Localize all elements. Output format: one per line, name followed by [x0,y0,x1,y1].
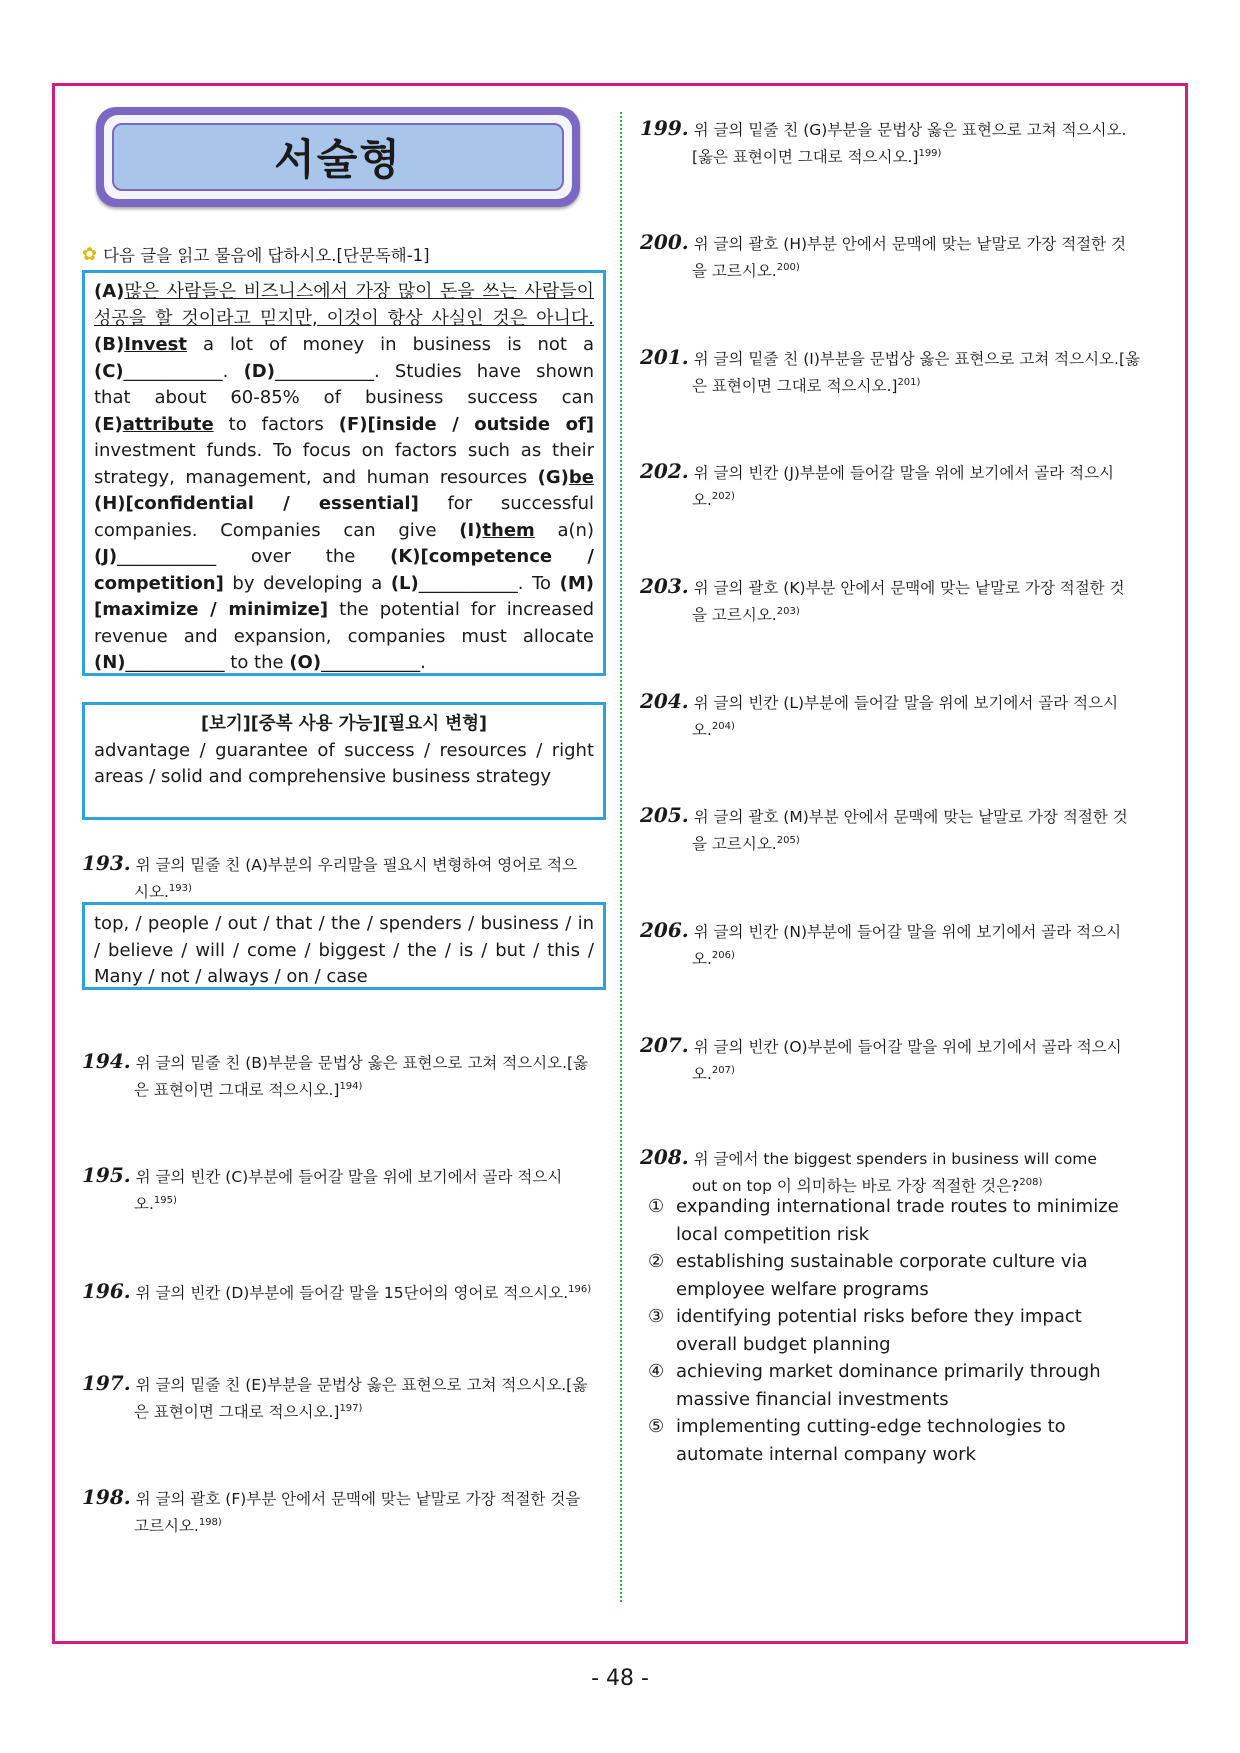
question-194 [82,1050,606,1102]
question-197 [82,1372,606,1424]
question-193 [82,852,606,904]
passage-text: a lot of money in business is not a [186,334,594,355]
footnote-ref: 200) [776,262,800,273]
footnote-ref: 196) [568,1284,592,1295]
label-i: (I) [459,519,483,541]
footnote-ref: 202) [711,491,735,502]
choice-1[interactable] [648,1193,1160,1248]
word-b: Invest [124,334,187,355]
footnote-ref: 195) [153,1195,177,1206]
question-203 [640,575,1162,627]
choice-3[interactable] [648,1303,1160,1358]
choice-text-cont: massive financial investments [676,1388,949,1410]
question-text-cont: 을 고르시오. [692,835,777,854]
question-text-cont: 을 고르시오. [692,262,777,281]
word-e: attribute [122,413,214,435]
choice-text: achieving market dominance primarily through [676,1361,1101,1382]
footnote-ref: 194) [339,1081,363,1092]
footnote-ref: 198) [198,1517,222,1528]
question-text: 위 글의 빈칸 (C)부분에 들어갈 말을 위에 보기에서 골라 적으시 [135,1168,563,1186]
question-text-cont: 은 표현이면 그대로 적으시오.] [692,377,898,396]
label-b: (B) [94,334,125,355]
question-number: 193. [82,851,131,875]
choice-text-cont: overall budget planning [676,1333,891,1355]
question-text: 위 글의 빈칸 (N)부분에 들어갈 말을 위에 보기에서 골라 적으시 [693,923,1122,941]
label-c: (C) [94,360,124,382]
choice-text: implementing cutting-edge technologies to [676,1416,1066,1437]
question-text: 위 글의 밑줄 친 (I)부분을 문법상 옳은 표현으로 고쳐 적으시오.[옳 [693,350,1140,368]
passage-text: for successful companies. Companies can give [94,493,594,541]
footnote-ref: 201) [897,377,921,388]
blank-n: ___________ [125,652,225,673]
question-202 [640,460,1162,512]
passage-text: by developing a [223,572,391,594]
label-e: (E) [94,413,123,435]
question-204 [640,690,1162,742]
question-number: 196. [82,1279,131,1304]
blank-o: ___________ [321,652,421,673]
question-number: 199. [640,116,689,140]
footnote-ref: 208) [1019,1177,1043,1188]
label-d: (D) [243,360,275,382]
label-n: (N) [94,652,126,673]
choice-marker: ③ [648,1306,665,1327]
question-text: 위 글의 빈칸 (D)부분에 들어갈 말을 15단어의 영어로 적으시오. [135,1284,569,1303]
question-198 [82,1486,606,1538]
question-text: 위 글의 밑줄 친 (G)부분을 문법상 옳은 표현으로 고쳐 적으시오. [693,121,1127,139]
choice-4[interactable] [648,1358,1160,1413]
passage-text: To [523,572,560,594]
question-200 [640,231,1162,283]
question-text-cont: 오. [692,950,712,969]
blank-c: ___________ [123,360,223,382]
question-199 [640,117,1162,169]
passage-text: to the [230,652,290,673]
question-number: 202. [640,459,689,483]
label-o: (O) [289,652,322,673]
word-bank-box [82,702,606,820]
punct: . [373,360,380,382]
title-badge [96,107,580,207]
question-206 [640,919,1162,971]
passage-text: a(n) [534,519,594,541]
passage-box [82,270,606,676]
footnote-ref: 207) [711,1065,735,1076]
choice-marker: ④ [648,1361,665,1382]
blank-j: ___________ [117,546,217,567]
question-195 [82,1164,606,1216]
question-number: 197. [82,1371,131,1395]
question-text-cont: 시오. [134,883,169,902]
question-text: 위 글의 빈칸 (L)부분에 들어갈 말을 위에 보기에서 골라 적으시 [693,694,1119,712]
question-201 [640,346,1162,398]
question-number: 203. [640,574,689,598]
answer-choices [648,1193,1160,1468]
passage-text: investment funds. To focus on factors such as their strategy, management, and human resources [94,440,594,488]
question-number: 200. [640,230,689,254]
question-208 [640,1146,1162,1198]
passage-text: to factors [213,413,339,435]
word-bank-header: [보기][중복 사용 가능][필요시 변형] [200,714,488,734]
label-j: (J) [94,546,118,567]
scrambled-words-box [82,902,606,990]
instruction-text: 다음 글을 읽고 물음에 답하시오.[단문독해-1] [103,246,430,265]
question-number: 195. [82,1163,131,1187]
question-text: 위 글의 빈칸 (J)부분에 들어갈 말을 위에 보기에서 골라 적으시 [693,464,1115,482]
question-text: 위 글의 괄호 (M)부분 안에서 문맥에 맞는 낱말로 가장 적절한 것 [693,808,1128,826]
page-number: - 48 - [591,1666,649,1691]
bracket-h: (H)[confidential / essential] [94,493,419,514]
question-text: 위 글의 빈칸 (O)부분에 들어갈 말을 위에 보기에서 골라 적으시 [693,1038,1122,1056]
question-text: 위 글의 밑줄 친 (B)부분을 문법상 옳은 표현으로 고쳐 적으시오.[옳 [135,1054,589,1072]
instruction-line [82,242,430,266]
footnote-ref: 199) [918,148,942,159]
question-number: 206. [640,918,689,942]
question-text: 위 글의 괄호 (K)부분 안에서 문맥에 맞는 낱말로 가장 적절한 것 [693,579,1125,597]
passage-text: over the [216,546,391,567]
choice-text-cont: local competition risk [676,1223,870,1245]
blank-l: ___________ [418,572,518,594]
choice-text-cont: automate internal company work [676,1443,976,1465]
column-divider [620,112,622,1602]
question-text: 위 글의 괄호 (H)부분 안에서 문맥에 맞는 낱말로 가장 적절한 것 [693,235,1127,253]
question-number: 207. [640,1033,689,1057]
punct: . [222,360,229,382]
footnote-ref: 197) [339,1403,363,1414]
question-196 [82,1278,606,1305]
choice-marker: ② [648,1251,665,1272]
question-text-cont: 오. [692,491,712,510]
question-number: 204. [640,689,689,713]
question-number: 194. [82,1049,131,1073]
question-text: 위 글의 괄호 (F)부분 안에서 문맥에 맞는 낱말로 가장 적절한 것을 [135,1490,581,1508]
question-text-cont: 오. [134,1195,154,1214]
page-title: 서술형 [274,135,402,184]
choice-text: establishing sustainable corporate culture via [676,1251,1088,1272]
bracket-k: (K)[competence / competition] [94,546,594,594]
footnote-ref: 193) [168,883,192,894]
blank-d: ___________ [274,360,374,382]
question-text-cont: 오. [692,1065,712,1084]
footnote-ref: 205) [776,835,800,846]
choice-2[interactable] [648,1248,1160,1303]
question-number: 205. [640,803,689,827]
passage-a-korean: 많은 사람들은 비즈니스에서 가장 많이 돈을 쓰는 사람들이 성공을 할 것이라고 믿지만, 이것이 항상 사실인 것은 아니다. [94,281,594,329]
choice-text: expanding international trade routes to minimize [676,1196,1119,1217]
question-text-cont: [옳은 표현이면 그대로 적으시오.] [692,148,919,167]
question-text: 위 글에서 the biggest spenders in business will come [693,1150,1097,1168]
choice-text-cont: employee welfare programs [676,1278,929,1300]
word-i: them [482,519,535,541]
label-l: (L) [390,572,419,594]
footnote-ref: 203) [776,606,800,617]
bracket-f: (F)[inside / outside of] [338,413,594,435]
word-bank-text: advantage / guarantee of success / resources / right areas / solid and comprehensive business strategy [94,739,594,787]
scrambled-words: top, / people / out / that / the / spenders / business / in / believe / will / come / biggest / the / is / but / this / Many / not / always / on / case [94,913,594,987]
bracket-m: (M)[maximize / minimize] [94,572,594,620]
punct: . [420,652,426,673]
question-text-cont: out on top 이 의미하는 바로 가장 적절한 것은? [692,1177,1020,1196]
question-text-cont: 고르시오. [134,1517,199,1536]
footnote-ref: 206) [711,950,735,961]
choice-marker: ① [648,1196,665,1217]
question-text-cont: 오. [692,721,712,740]
question-text: 위 글의 밑줄 친 (A)부분의 우리말을 필요시 변형하여 영어로 적으 [135,856,578,874]
choice-5[interactable] [648,1413,1160,1468]
punct: . [517,572,524,594]
passage-text: Studies have shown that about 60-85% of business success can [94,360,594,408]
question-207 [640,1034,1162,1086]
question-text-cont: 은 표현이면 그대로 적으시오.] [134,1403,340,1422]
label-g: (G) [537,466,569,488]
question-text-cont: 을 고르시오. [692,606,777,625]
flower-icon: ✿ [82,243,98,265]
label-a: (A) [94,281,125,302]
question-number: 201. [640,345,689,369]
question-number: 208. [640,1145,689,1169]
question-text: 위 글의 밑줄 친 (E)부분을 문법상 옳은 표현으로 고쳐 적으시오.[옳 [135,1376,588,1394]
choice-text: identifying potential risks before they impact [676,1306,1082,1327]
word-g: be [568,466,594,488]
passage-text: the potential for increased revenue and expansion, companies must allocate [94,599,595,647]
question-text-cont: 은 표현이면 그대로 적으시오.] [134,1081,340,1100]
choice-marker: ⑤ [648,1416,665,1437]
question-number: 198. [82,1485,131,1509]
question-205 [640,804,1162,856]
footnote-ref: 204) [711,721,735,732]
